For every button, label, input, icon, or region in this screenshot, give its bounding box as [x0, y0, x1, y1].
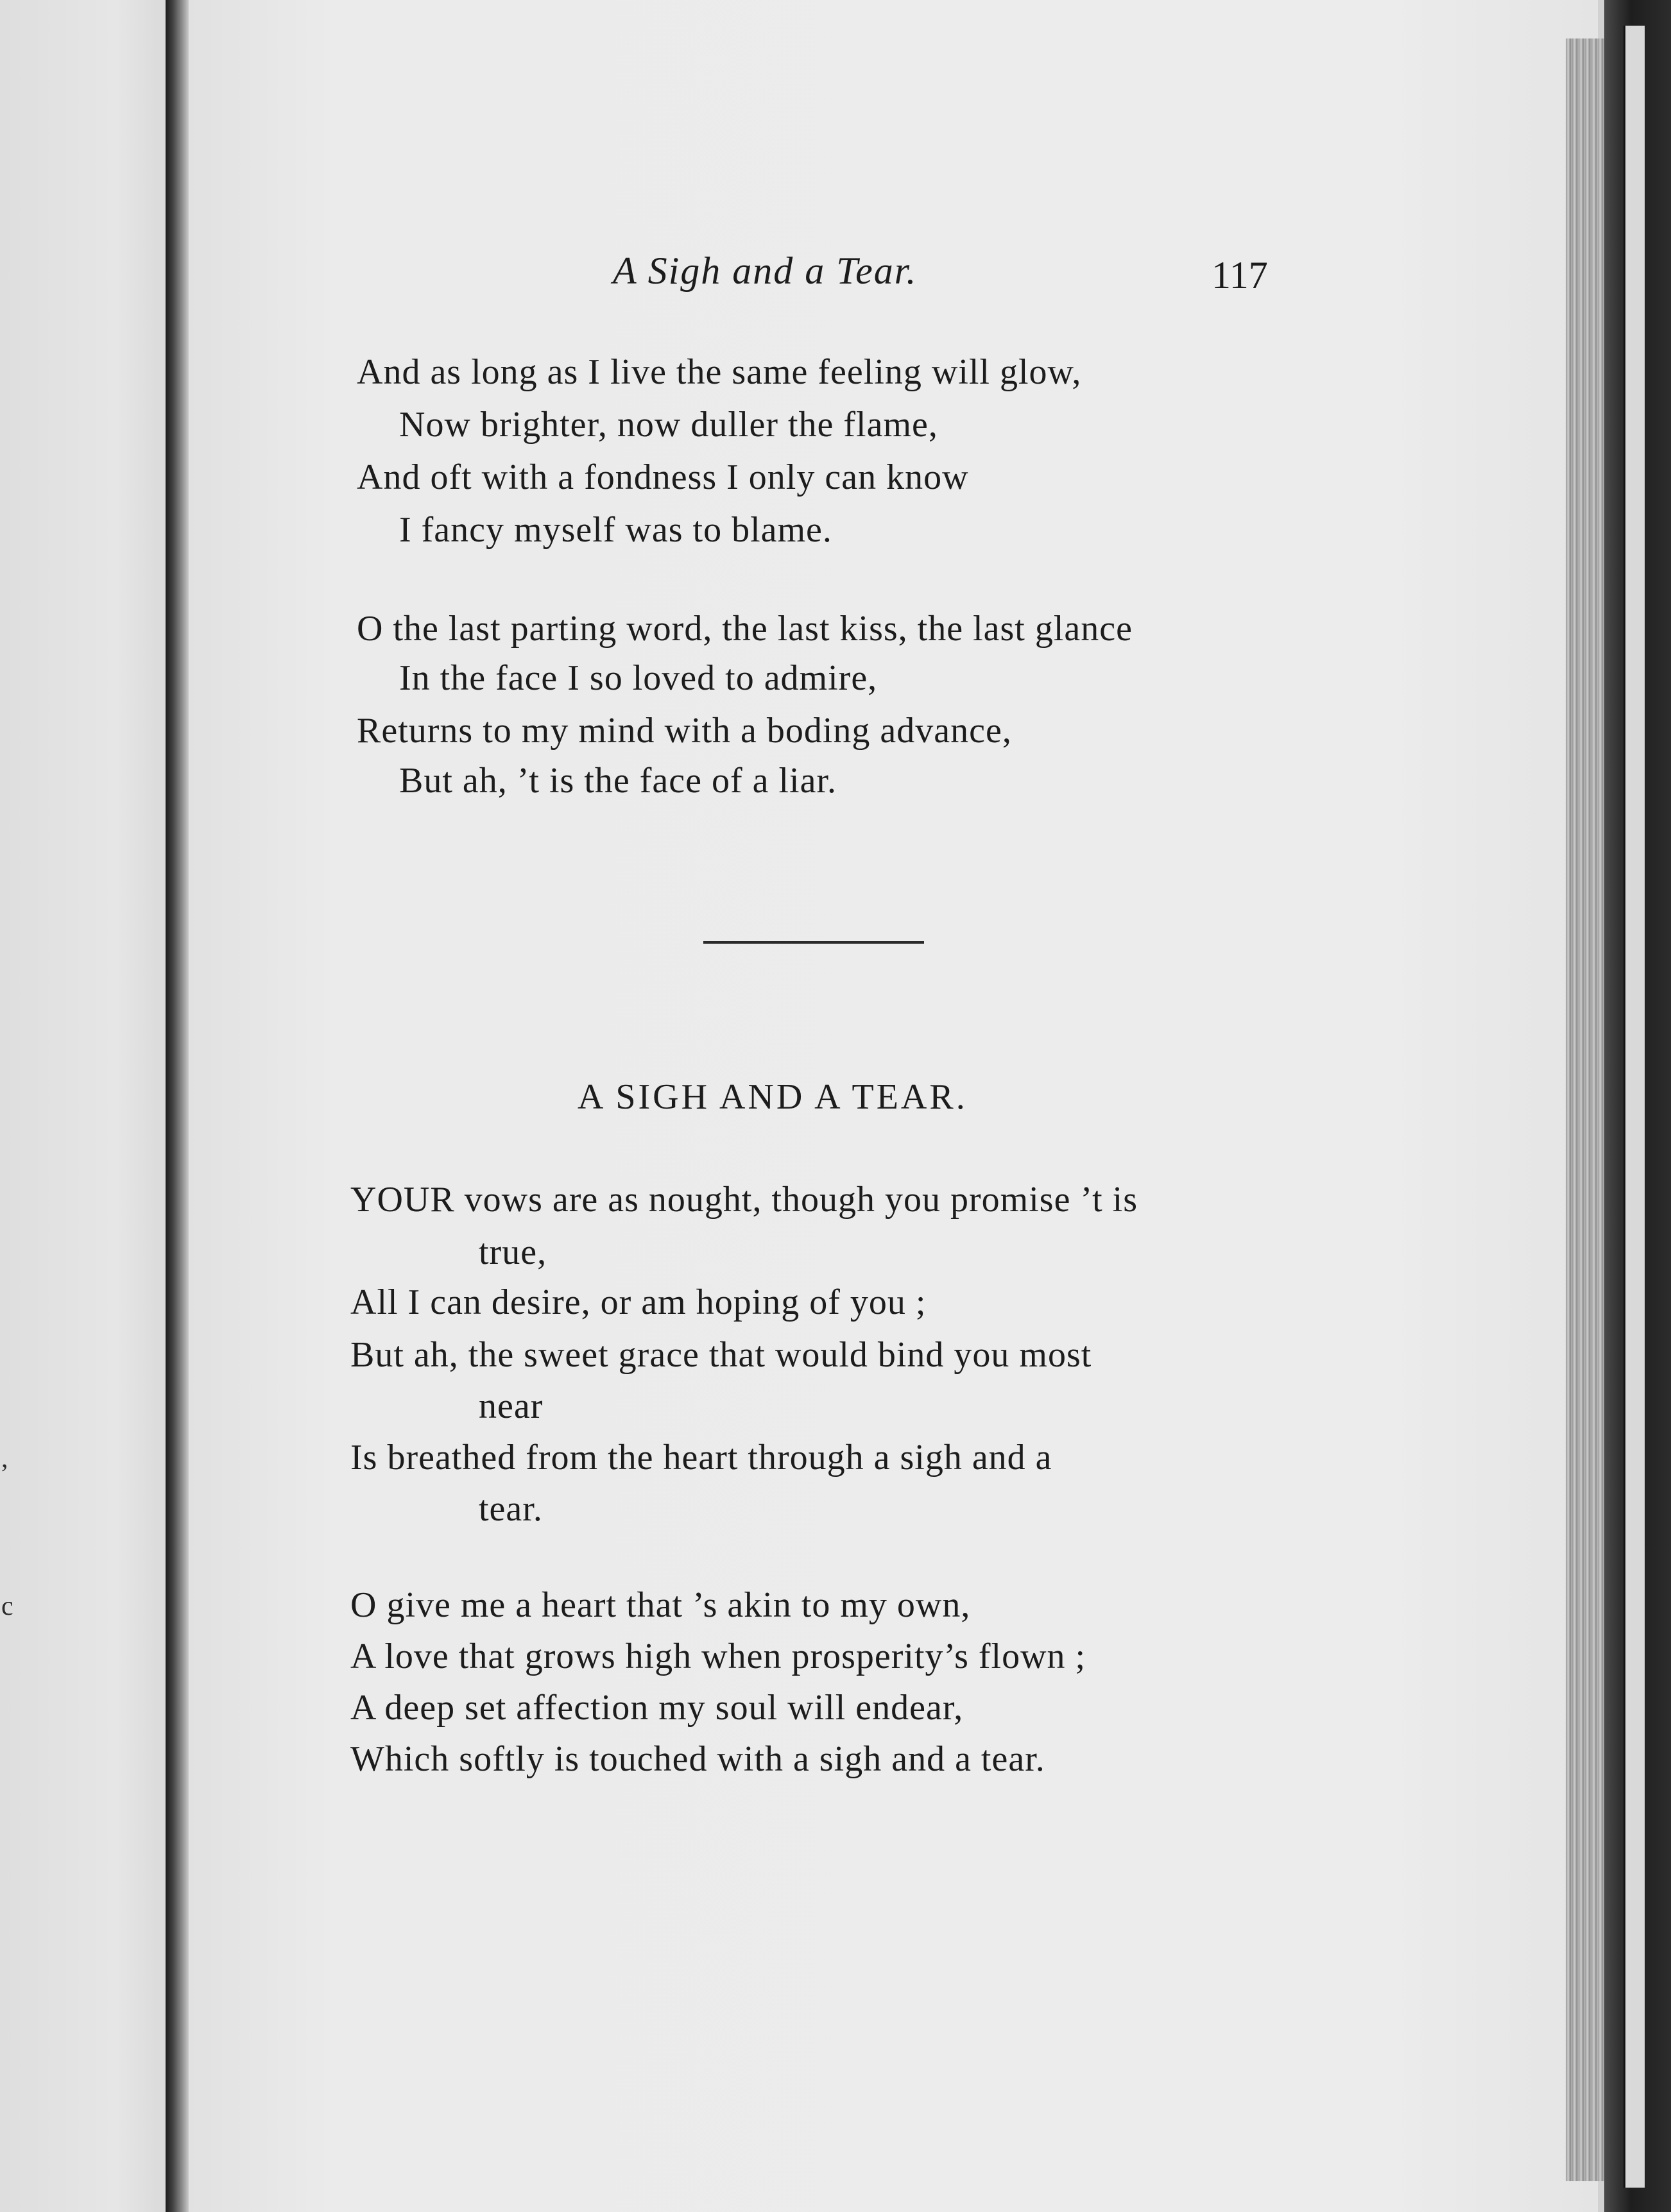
verse-line: tear.: [479, 1489, 543, 1529]
running-head-title: A Sigh and a Tear.: [613, 250, 918, 292]
verse-line: But ah, ’t is the face of a liar.: [399, 761, 837, 801]
verse-line: Returns to my mind with a boding advance,: [357, 711, 1012, 751]
page-number: 117: [1212, 254, 1268, 296]
book-gutter: [166, 0, 189, 2212]
verse-line: All I can desire, or am hoping of you ;: [350, 1282, 927, 1322]
verse-line: YOUR vows are as nought, though you promise ’t is: [350, 1180, 1138, 1220]
verse-line: But ah, the sweet grace that would bind you most: [350, 1335, 1092, 1375]
verse-line: O the last parting word, the last kiss, the last glance: [357, 609, 1133, 649]
verse-line: Which softly is touched with a sigh and a tear.: [350, 1739, 1045, 1779]
verse-line: And as long as I live the same feeling will glow,: [357, 352, 1082, 392]
verse-line: true,: [479, 1232, 547, 1272]
verse-line: Is breathed from the heart through a sigh and a: [350, 1438, 1052, 1477]
verse-line: In the face I so loved to admire,: [399, 658, 878, 698]
binding-strip: [1624, 26, 1645, 2188]
verse-line: Now brighter, now duller the flame,: [399, 405, 938, 445]
verse-line: O give me a heart that ’s akin to my own,: [350, 1585, 971, 1625]
verse-line: And oft with a fondness I only can know: [357, 457, 969, 497]
page-edges: [1566, 38, 1604, 2181]
left-page-edge: [0, 0, 166, 2212]
left-page-mark: ,: [1, 1444, 8, 1474]
left-page-mark: c: [1, 1592, 13, 1621]
verse-line: A love that grows high when prosperity’s flown ;: [350, 1637, 1086, 1676]
section-divider: [703, 941, 924, 944]
verse-line: near: [479, 1386, 544, 1426]
verse-line: A deep set affection my soul will endear,: [350, 1688, 964, 1728]
verse-line: I fancy myself was to blame.: [399, 510, 832, 550]
poem-title: A SIGH AND A TEAR.: [578, 1077, 968, 1117]
